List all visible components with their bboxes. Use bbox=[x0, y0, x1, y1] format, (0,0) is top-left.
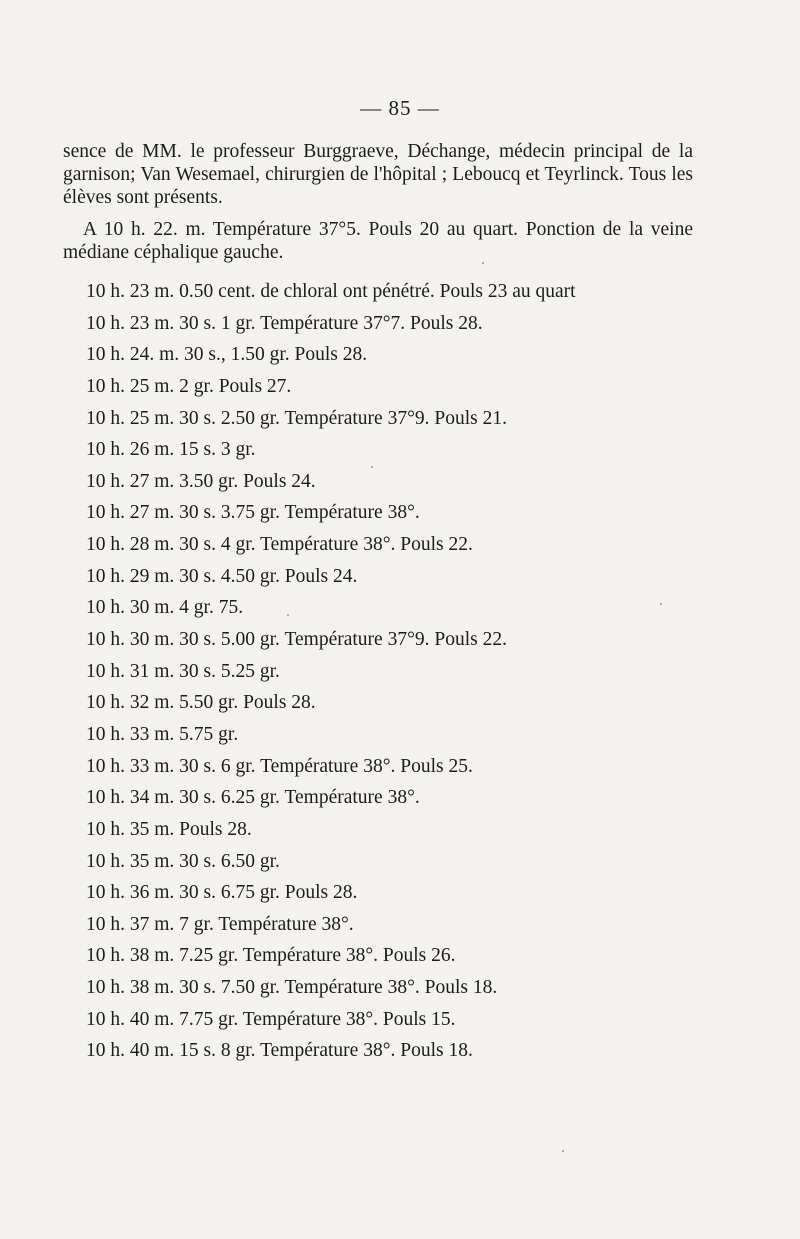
time-log-entry: 10 h. 28 m. 30 s. 4 gr. Température 38°. Pouls 22. bbox=[86, 534, 473, 556]
paper-speck bbox=[562, 1150, 564, 1152]
paper-speck bbox=[371, 466, 373, 468]
time-log-entry: 10 h. 29 m. 30 s. 4.50 gr. Pouls 24. bbox=[86, 565, 358, 587]
time-log-entry: 10 h. 23 m. 0.50 cent. de chloral ont pénétré. Pouls 23 au quart bbox=[86, 281, 576, 302]
time-log-entry: 10 h. 24. m. 30 s., 1.50 gr. Pouls 28. bbox=[86, 344, 368, 366]
time-log-entry: 10 h. 40 m. 7.75 gr. Température 38°. Pouls 15. bbox=[86, 1008, 456, 1030]
time-log-entry: 10 h. 23 m. 30 s. 1 gr. Température 37°7. Pouls 28. bbox=[86, 312, 483, 334]
time-log-entry: 10 h. 27 m. 30 s. 3.75 gr. Température 38°. bbox=[86, 502, 420, 524]
time-log-entry: 10 h. 34 m. 30 s. 6.25 gr. Température 38°. bbox=[86, 787, 420, 809]
paper-speck bbox=[660, 603, 662, 605]
paper-speck bbox=[482, 262, 484, 264]
time-log-entry: 10 h. 27 m. 3.50 gr. Pouls 24. bbox=[86, 470, 316, 492]
time-log-list bbox=[86, 276, 706, 1067]
time-log-entry: 10 h. 37 m. 7 gr. Température 38°. bbox=[86, 913, 354, 935]
paper-speck bbox=[287, 614, 289, 616]
time-log-entry: 10 h. 26 m. 15 s. 3 gr. bbox=[86, 439, 256, 461]
time-log-entry: 10 h. 25 m. 2 gr. Pouls 27. bbox=[86, 375, 292, 397]
time-log-entry: 10 h. 32 m. 5.50 gr. Pouls 28. bbox=[86, 692, 316, 714]
page-number: — 85 — bbox=[360, 96, 440, 120]
time-log-entry: 10 h. 33 m. 5.75 gr. bbox=[86, 723, 239, 745]
paragraph-attendees: sence de MM. le professeur Burggraeve, Déchange, médecin principal de la garnison; Van Wesemael, chirurgien de l'hôpital ; Leboucq et Teyrlinck. Tous les élèves sont présents. bbox=[63, 141, 693, 208]
time-log-entry: 10 h. 35 m. Pouls 28. bbox=[86, 818, 252, 840]
time-log-entry: 10 h. 30 m. 4 gr. 75. bbox=[86, 597, 244, 619]
time-log-entry: 10 h. 38 m. 7.25 gr. Température 38°. Pouls 26. bbox=[86, 945, 456, 967]
time-log-entry: 10 h. 25 m. 30 s. 2.50 gr. Température 37°9. Pouls 21. bbox=[86, 407, 507, 429]
time-log-entry: 10 h. 30 m. 30 s. 5.00 gr. Température 37°9. Pouls 22. bbox=[86, 629, 507, 651]
time-log-entry: 10 h. 35 m. 30 s. 6.50 gr. bbox=[86, 850, 280, 872]
time-log-entry: 10 h. 31 m. 30 s. 5.25 gr. bbox=[86, 660, 280, 682]
time-log-entry: 10 h. 40 m. 15 s. 8 gr. Température 38°. Pouls 18. bbox=[86, 1040, 473, 1062]
time-log-entry: 10 h. 38 m. 30 s. 7.50 gr. Température 38°. Pouls 18. bbox=[86, 977, 498, 999]
time-log-entry: 10 h. 36 m. 30 s. 6.75 gr. Pouls 28. bbox=[86, 882, 358, 904]
time-log-entry: 10 h. 33 m. 30 s. 6 gr. Température 38°. Pouls 25. bbox=[86, 755, 473, 777]
paragraph-puncture: A 10 h. 22. m. Température 37°5. Pouls 20 au quart. Ponction de la veine médiane céphalique gauche. bbox=[63, 219, 693, 263]
